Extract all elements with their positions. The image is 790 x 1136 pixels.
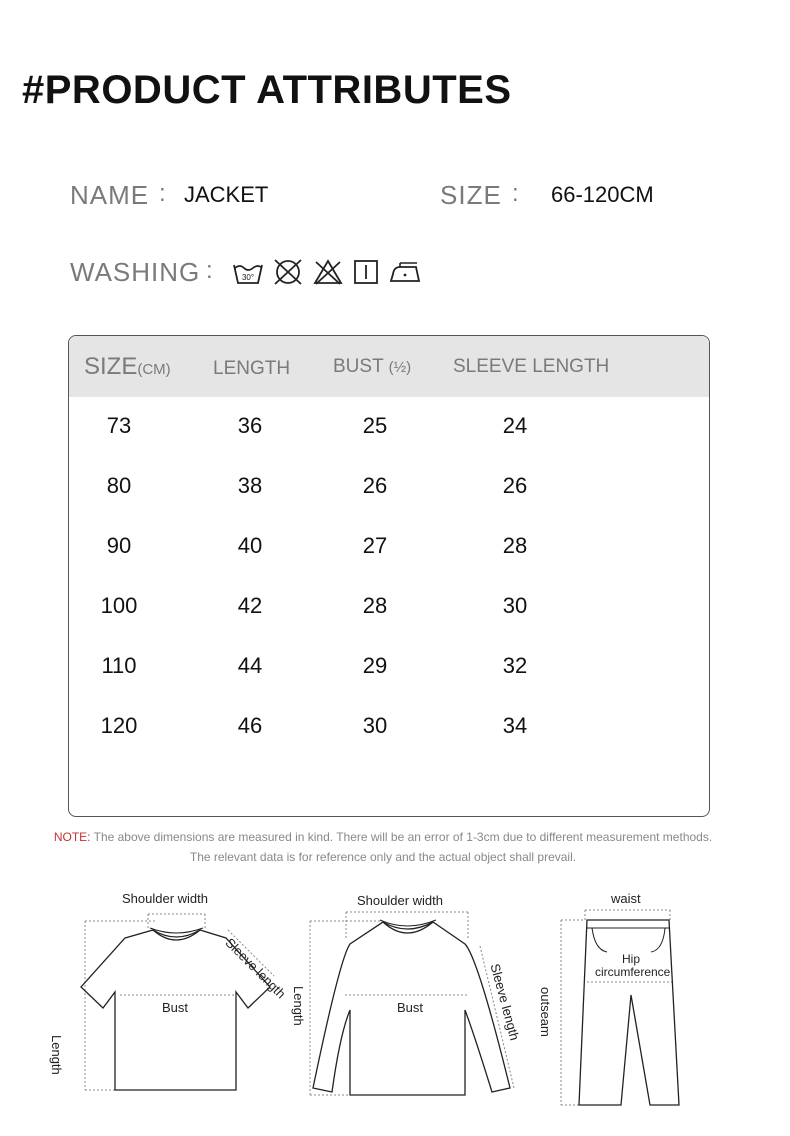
- header-sleeve-length: SLEEVE LENGTH: [453, 356, 610, 377]
- cell-size: 100: [100, 593, 138, 618]
- cell-size: 110: [101, 653, 137, 678]
- cell-bust: 30: [362, 713, 388, 738]
- name-label: NAME: [70, 180, 150, 210]
- table-row: [69, 456, 709, 516]
- cell-size: 80: [106, 473, 132, 498]
- cell-length: 44: [237, 653, 263, 678]
- cell-size: 73: [106, 413, 132, 438]
- cell-length: 38: [237, 473, 263, 498]
- cell-bust: 26: [362, 473, 388, 498]
- cell-sleeve: 26: [502, 473, 528, 498]
- size-value: 66-120CM: [551, 182, 654, 207]
- wash-30-icon: [232, 257, 264, 287]
- table-row: [69, 576, 709, 636]
- washing-icons: [232, 257, 422, 287]
- tshirt-bust-label: Bust: [162, 1000, 189, 1015]
- note-line-2: The relevant data is for reference only and the actual object shall prevail.: [189, 850, 577, 864]
- pants-hip-label-2: circumference: [595, 965, 671, 979]
- wash-temp: 30°: [241, 273, 255, 282]
- table-row: [69, 636, 709, 696]
- size-colon: :: [512, 180, 519, 207]
- line-dry-icon: [352, 257, 380, 287]
- cell-size: 90: [106, 533, 132, 558]
- pants-hip-label-1: Hip: [622, 952, 641, 966]
- tshirt-length-label: Length: [49, 1035, 64, 1075]
- cell-sleeve: 30: [502, 593, 528, 618]
- longsleeve-bust-label: Bust: [397, 1000, 424, 1015]
- size-label: SIZE: [440, 180, 502, 210]
- longsleeve-length-label: Length: [291, 986, 306, 1026]
- name-value: JACKET: [184, 182, 269, 207]
- cell-length: 36: [237, 413, 263, 438]
- iron-low-icon: [388, 257, 422, 287]
- table-row: [69, 396, 709, 456]
- table-row: [69, 696, 709, 756]
- header-size: SIZE(CM): [84, 353, 171, 380]
- pants-diagram: [555, 900, 690, 1115]
- note-line-1: [0, 830, 766, 844]
- header-bust-unit: (½): [388, 359, 412, 376]
- cell-bust: 28: [362, 593, 388, 618]
- cell-size: 120: [100, 713, 138, 738]
- header-size-unit: (CM): [137, 361, 171, 378]
- table-row: [69, 516, 709, 576]
- longsleeve-shoulder-label: Shoulder width: [357, 893, 443, 908]
- longsleeve-sleeve-label: Sleeve length: [487, 962, 523, 1042]
- cell-length: 40: [237, 533, 263, 558]
- cell-sleeve: 34: [502, 713, 528, 738]
- pants-outseam-label: outseam: [538, 987, 553, 1037]
- header-length: LENGTH: [213, 358, 291, 379]
- tshirt-sleeve-label: Sleeve length: [222, 935, 289, 1002]
- cell-sleeve: 32: [502, 653, 528, 678]
- cell-bust: 29: [362, 653, 388, 678]
- cell-bust: 25: [362, 413, 388, 438]
- note-text-1: The above dimensions are measured in kind. There will be an error of 1-3cm due to different measurement methods.: [93, 830, 713, 844]
- size-table: [68, 335, 710, 817]
- cell-sleeve: 24: [502, 413, 528, 438]
- cell-length: 46: [237, 713, 263, 738]
- cell-bust: 27: [362, 533, 388, 558]
- tshirt-shoulder-label: Shoulder width: [122, 891, 208, 906]
- note-prefix: NOTE:: [53, 830, 91, 844]
- cell-length: 42: [237, 593, 263, 618]
- cell-sleeve: 28: [502, 533, 528, 558]
- do-not-bleach-icon: [312, 257, 344, 287]
- pants-waist-label: waist: [611, 891, 641, 906]
- name-colon: :: [159, 180, 166, 207]
- header-bust: BUST (½): [333, 356, 412, 377]
- table-header: [69, 336, 709, 397]
- washing-colon: :: [206, 257, 213, 284]
- do-not-tumble-dry-icon: [272, 257, 304, 287]
- washing-label: WASHING: [70, 257, 201, 287]
- page-title: #PRODUCT ATTRIBUTES: [22, 68, 512, 112]
